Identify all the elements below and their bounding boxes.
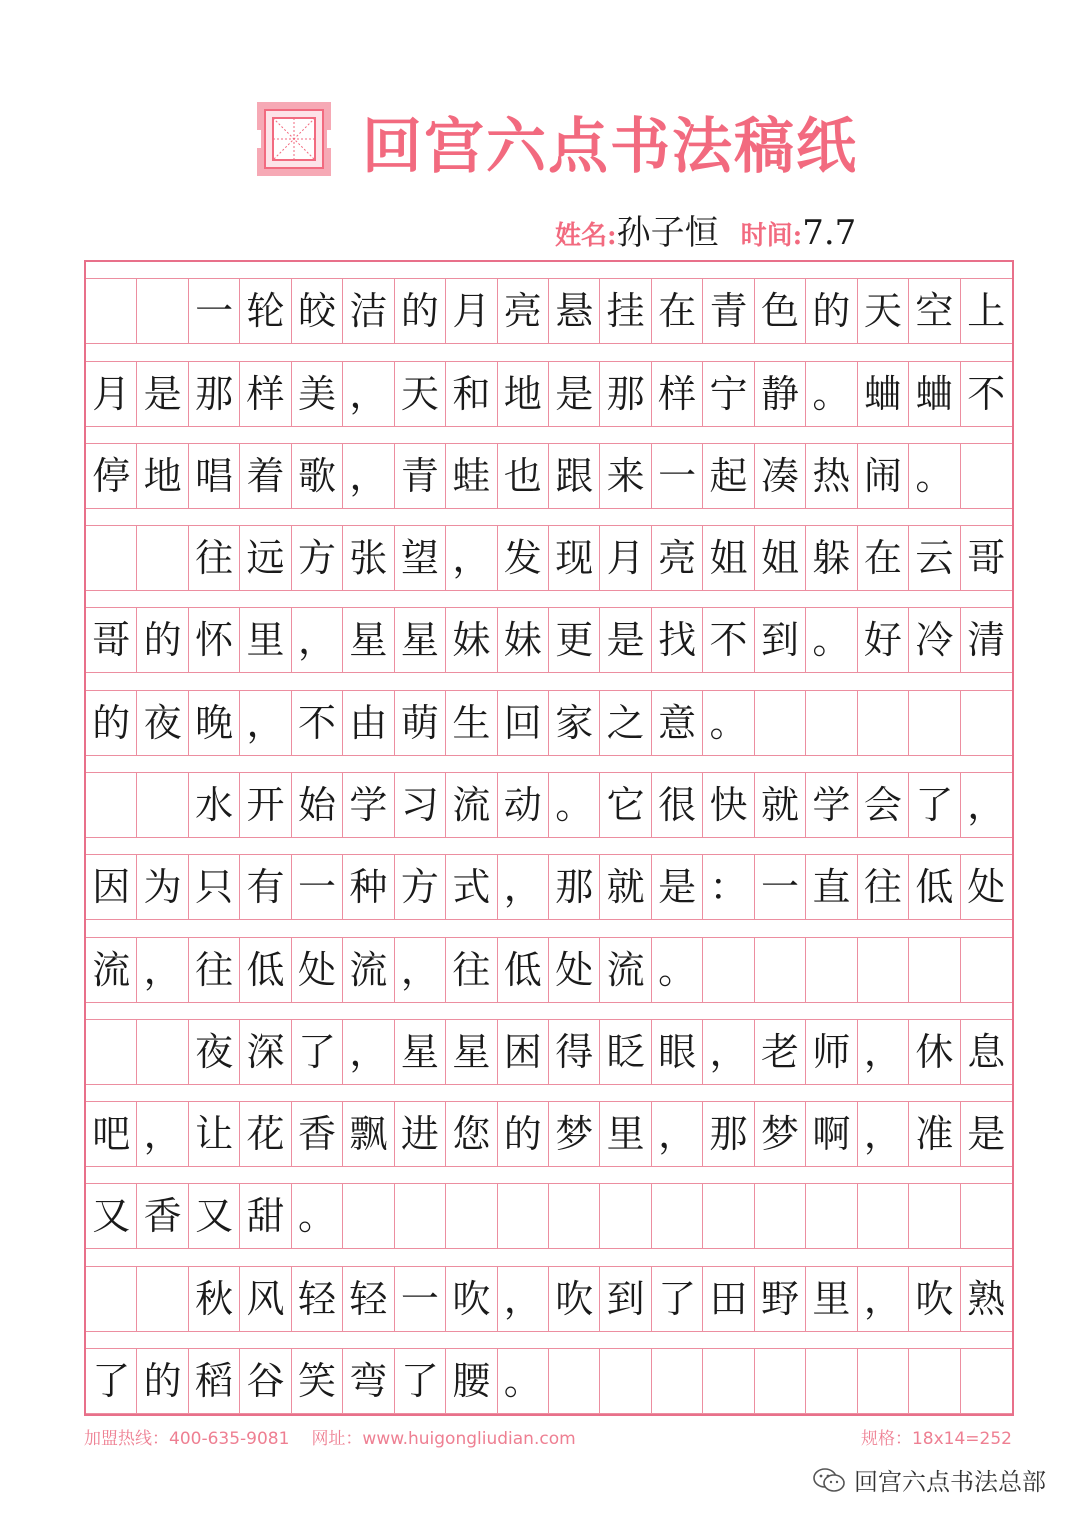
grid-cell: 家 [549,691,600,755]
grid-cell: 准 [909,1102,960,1166]
grid-cell: 很 [652,773,703,837]
grid-cell: ， [137,938,188,1002]
grid-cell: 天 [858,279,909,343]
grid-cell: 天 [395,362,446,426]
grid-cell: 晚 [189,691,240,755]
grid-cell [600,1349,651,1413]
writing-grid [84,260,1014,1416]
grid-cell: 稻 [189,1349,240,1413]
grid-cell: 笑 [292,1349,343,1413]
grid-cell: 吹 [549,1267,600,1331]
grid-cell: 星 [395,608,446,672]
grid-cell: 月 [600,526,651,590]
grid-cell: 往 [446,938,497,1002]
grid-cell: 学 [343,773,394,837]
grid-cell: 不 [703,608,754,672]
grid-row [86,525,1012,591]
grid-cell: 一 [395,1267,446,1331]
grid-cell: ， [343,362,394,426]
watermark [812,1462,1046,1497]
grid-cell: 的 [498,1102,549,1166]
grid-cell: ， [292,608,343,672]
grid-cell: 了 [909,773,960,837]
grid-cell: 蛐 [909,362,960,426]
grid-cell: 美 [292,362,343,426]
grid-cell: 为 [137,855,188,919]
grid-cell: 在 [652,279,703,343]
grid-cell: 妹 [446,608,497,672]
grid-cell: 田 [703,1267,754,1331]
grid-cell: 轻 [292,1267,343,1331]
grid-cell [86,1020,137,1084]
grid-cell: 飘 [343,1102,394,1166]
grid-cell: 。 [806,362,857,426]
grid-cell: 那 [703,1102,754,1166]
grid-cell: 在 [858,526,909,590]
grid-cell: 梦 [549,1102,600,1166]
grid-cell: 好 [858,608,909,672]
grid-cell: ， [858,1267,909,1331]
grid-cell: ， [703,1020,754,1084]
grid-cell: 往 [189,938,240,1002]
grid-cell [498,1184,549,1248]
grid-cell: ， [858,1102,909,1166]
grid-cell: 闹 [858,444,909,508]
grid-cell: 。 [806,608,857,672]
grid-cell [755,1349,806,1413]
grid-cell: 是 [652,855,703,919]
grid-row [86,607,1012,673]
grid-cell [961,691,1012,755]
grid-cell: 来 [600,444,651,508]
grid-cell: 月 [86,362,137,426]
grid-cell: 。 [652,938,703,1002]
grid-cell: 轻 [343,1267,394,1331]
grid-cell: 了 [395,1349,446,1413]
grid-cell: 就 [755,773,806,837]
grid-cell [549,1184,600,1248]
grid-spec: 规格：18x14=252 [860,1429,1012,1449]
grid-cell: 亮 [652,526,703,590]
grid-cell: ， [858,1020,909,1084]
grid-cell [755,691,806,755]
grid-cell: 是 [600,608,651,672]
grid-cell: 快 [703,773,754,837]
grid-cell: 样 [652,362,703,426]
footer-contact [84,1424,576,1449]
grid-cell: ： [703,855,754,919]
grid-cell [137,279,188,343]
grid-cell: 进 [395,1102,446,1166]
grid-cell: 远 [240,526,291,590]
grid-cell [961,938,1012,1002]
wechat-icon [812,1467,846,1493]
grid-cell [652,1349,703,1413]
grid-cell: 歌 [292,444,343,508]
grid-cell [549,1349,600,1413]
grid-cell: 一 [755,855,806,919]
grid-cell [806,691,857,755]
grid-cell: 流 [86,938,137,1002]
grid-cell: 。 [498,1349,549,1413]
watermark-text: 回宫六点书法总部 [854,1468,1046,1496]
grid-cell: 着 [240,444,291,508]
grid-row [86,690,1012,756]
grid-row [86,278,1012,344]
grid-cell: 香 [137,1184,188,1248]
grid-cell: 谷 [240,1349,291,1413]
grid-cell: 会 [858,773,909,837]
grid-cell [858,938,909,1002]
grid-cell: 悬 [549,279,600,343]
grid-cell: 腰 [446,1349,497,1413]
grid-cell: 一 [652,444,703,508]
grid-cell: 地 [137,444,188,508]
grid-cell: 冷 [909,608,960,672]
grid-cell [858,691,909,755]
grid-cell: 一 [292,855,343,919]
grid-cell: 吹 [446,1267,497,1331]
grid-cell: 不 [967,371,1006,416]
grid-cell [806,1349,857,1413]
grid-cell: 往 [858,855,909,919]
grid-cell: 眨 [600,1020,651,1084]
grid-cell: 望 [395,526,446,590]
grid-cell [961,1349,1012,1413]
logo-icon [255,100,333,178]
grid-cell: 亮 [498,279,549,343]
student-info [555,205,878,255]
grid-cell: 息 [967,1029,1006,1074]
grid-cell: 又 [189,1184,240,1248]
grid-cell: 蛐 [858,362,909,426]
grid-cell: 您 [446,1102,497,1166]
grid-cell: 里 [600,1102,651,1166]
grid-cell: 始 [292,773,343,837]
grid-cell: 了 [652,1267,703,1331]
grid-cell [858,1349,909,1413]
grid-cell: 怀 [189,608,240,672]
grid-cell: 更 [549,608,600,672]
grid-cell [652,1184,703,1248]
grid-cell [703,1349,754,1413]
grid-cell: 洁 [343,279,394,343]
grid-cell: 因 [86,855,137,919]
grid-cell: 不 [292,691,343,755]
grid-cell: 处 [549,938,600,1002]
grid-cell: 月 [446,279,497,343]
grid-cell: 就 [600,855,651,919]
grid-cell: 里 [806,1267,857,1331]
grid-cell: 夜 [189,1020,240,1084]
grid-cell: 停 [86,444,137,508]
grid-cell [137,773,188,837]
page-header [0,0,1080,255]
grid-cell: 。 [549,773,600,837]
grid-cell: 回 [498,691,549,755]
grid-cell: 静 [755,362,806,426]
grid-cell: 到 [600,1267,651,1331]
grid-cell: 那 [189,362,240,426]
grid-cell: 开 [240,773,291,837]
grid-cell: 地 [498,362,549,426]
page-title: 回宫六点书法稿纸 [362,112,858,182]
grid-row [86,772,1012,838]
grid-cell: 星 [446,1020,497,1084]
grid-cell [909,1349,960,1413]
grid-cell: 休 [909,1020,960,1084]
grid-row [86,1183,1012,1249]
grid-cell: 也 [498,444,549,508]
grid-cell: 熟 [967,1276,1006,1321]
grid-cell [703,938,754,1002]
grid-cell: 起 [703,444,754,508]
grid-cell [446,1184,497,1248]
name-value: 孙子恒 [616,213,719,253]
grid-cell: 只 [189,855,240,919]
grid-cell: 它 [600,773,651,837]
grid-cell: 生 [446,691,497,755]
grid-cell: 困 [498,1020,549,1084]
grid-cell: 水 [189,773,240,837]
grid-cell: 深 [240,1020,291,1084]
grid-cell: ， [652,1102,703,1166]
time-label: 时间: [740,221,803,251]
grid-cell: 色 [755,279,806,343]
grid-cell: 轮 [240,279,291,343]
grid-cell: 的 [395,279,446,343]
grid-cell: 哥 [86,608,137,672]
grid-cell: ， [498,855,549,919]
grid-cell [137,1020,188,1084]
grid-cell: 挂 [600,279,651,343]
grid-cell: 清 [967,618,1006,663]
grid-cell [755,938,806,1002]
grid-cell: 。 [703,691,754,755]
grid-cell: ， [498,1267,549,1331]
grid-cell: 是 [137,362,188,426]
grid-cell: 青 [703,279,754,343]
grid-cell: 萌 [395,691,446,755]
grid-cell: 和 [446,362,497,426]
grid-cell: 的 [86,691,137,755]
grid-cell: 是 [967,1112,1006,1157]
grid-cell [858,1184,909,1248]
grid-cell: 啊 [806,1102,857,1166]
grid-cell: 星 [395,1020,446,1084]
grid-cell: 流 [343,938,394,1002]
grid-cell: 低 [498,938,549,1002]
website-text: 网址：www.huigongliudian.com [311,1429,576,1449]
grid-row [86,854,1012,920]
grid-cell: 习 [395,773,446,837]
grid-cell: ， [343,1020,394,1084]
grid-cell: 了 [292,1020,343,1084]
grid-cell: 一 [189,279,240,343]
grid-cell: 。 [909,444,960,508]
grid-cell: 低 [909,855,960,919]
grid-cell [395,1184,446,1248]
grid-cell: 姐 [755,526,806,590]
grid-cell: 香 [292,1102,343,1166]
grid-cell: 姐 [703,526,754,590]
grid-cell: 的 [137,1349,188,1413]
grid-cell [137,526,188,590]
grid-row [86,937,1012,1003]
grid-cell: 蛙 [446,444,497,508]
grid-cell: 到 [755,608,806,672]
grid-cell: 唱 [189,444,240,508]
grid-cell: 学 [806,773,857,837]
grid-cell [806,938,857,1002]
grid-cell [137,1267,188,1331]
hotline-text: 加盟热线：400-635-9081 [84,1429,290,1449]
time-value: 7.7 [802,213,857,253]
grid-cell: 那 [549,855,600,919]
grid-cell [909,691,960,755]
grid-cell: 哥 [967,536,1006,581]
grid-cell: ， [240,691,291,755]
grid-cell: 青 [395,444,446,508]
grid-cell: 吹 [909,1267,960,1331]
grid-cell: 之 [600,691,651,755]
grid-cell: 处 [967,865,1006,910]
grid-cell [343,1184,394,1248]
grid-cell: 眼 [652,1020,703,1084]
grid-cell: 意 [652,691,703,755]
grid-cell: 星 [343,608,394,672]
grid-cell: 直 [806,855,857,919]
grid-cell: 得 [549,1020,600,1084]
grid-cell: 野 [755,1267,806,1331]
grid-cell: 种 [343,855,394,919]
name-label: 姓名: [555,221,617,251]
grid-cell: 动 [498,773,549,837]
grid-cell [86,773,137,837]
grid-cell: 夜 [137,691,188,755]
grid-row [86,443,1012,509]
grid-cell: ， [446,526,497,590]
grid-cell: 上 [967,289,1006,334]
grid-cell: ， [343,444,394,508]
grid-cell [600,1184,651,1248]
grid-cell: 。 [292,1184,343,1248]
grid-cell: 流 [446,773,497,837]
grid-cell [86,279,137,343]
grid-cell: 热 [806,444,857,508]
grid-cell: 躲 [806,526,857,590]
grid-cell: 低 [240,938,291,1002]
grid-cell: 风 [240,1267,291,1331]
grid-cell [909,938,960,1002]
grid-cell: 花 [240,1102,291,1166]
grid-row [86,1101,1012,1167]
grid-cell: 又 [86,1184,137,1248]
grid-cell [909,1184,960,1248]
grid-row [86,1266,1012,1332]
grid-cell: 梦 [755,1102,806,1166]
grid-cell: 处 [292,938,343,1002]
grid-cell: 师 [806,1020,857,1084]
grid-cell: ， [967,783,1006,827]
grid-cell: 凑 [755,444,806,508]
grid-cell: 那 [600,362,651,426]
grid-cell: 式 [446,855,497,919]
grid-cell: 样 [240,362,291,426]
grid-cell: 张 [343,526,394,590]
grid-cell: 是 [549,362,600,426]
grid-cell: 的 [137,608,188,672]
grid-cell [86,1267,137,1331]
grid-cell: 流 [600,938,651,1002]
grid-cell [961,444,1012,508]
grid-cell [86,526,137,590]
grid-cell [806,1184,857,1248]
grid-cell: 空 [909,279,960,343]
grid-row [86,361,1012,427]
grid-cell: 由 [343,691,394,755]
grid-cell: 吧 [86,1102,137,1166]
grid-cell: 皎 [292,279,343,343]
grid-cell: 发 [498,526,549,590]
grid-cell: 方 [395,855,446,919]
grid-cell: 找 [652,608,703,672]
grid-cell: 跟 [549,444,600,508]
grid-cell: 的 [806,279,857,343]
grid-cell: 宁 [703,362,754,426]
grid-cell [703,1184,754,1248]
grid-cell: 有 [240,855,291,919]
grid-cell [961,1184,1012,1248]
grid-cell: 让 [189,1102,240,1166]
grid-cell: 秋 [189,1267,240,1331]
grid-row [86,1019,1012,1085]
grid-cell [755,1184,806,1248]
grid-cell: ， [395,938,446,1002]
grid-cell: 方 [292,526,343,590]
grid-cell: 甜 [240,1184,291,1248]
grid-cell: 现 [549,526,600,590]
grid-cell: 里 [240,608,291,672]
grid-cell: 云 [909,526,960,590]
grid-cell: 往 [189,526,240,590]
grid-cell: 老 [755,1020,806,1084]
grid-cell: 弯 [343,1349,394,1413]
grid-cell: ， [137,1102,188,1166]
grid-cell: 妹 [498,608,549,672]
grid-cell: 了 [86,1349,137,1413]
grid-row [86,1348,1012,1414]
